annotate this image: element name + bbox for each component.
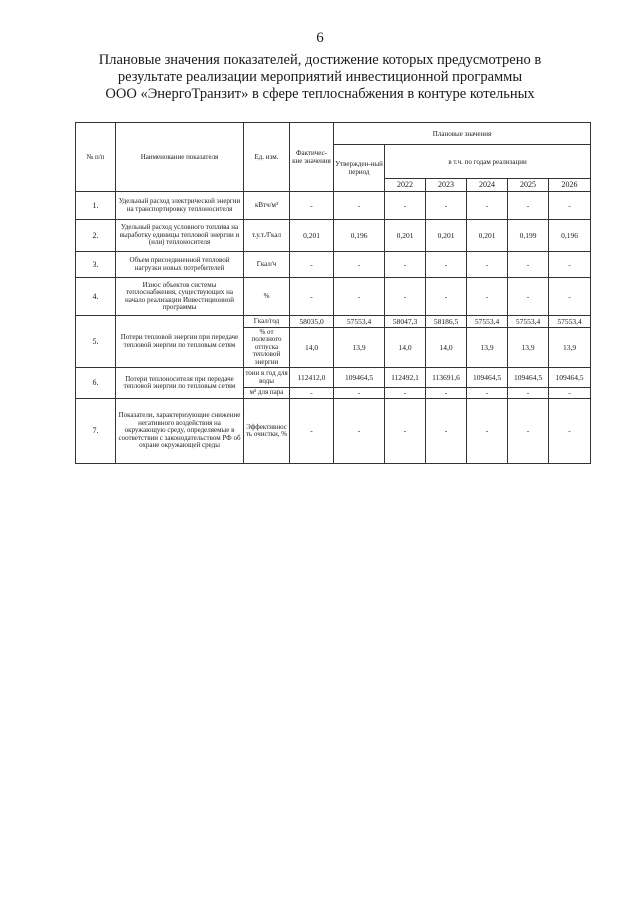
cell-value: 0,201 xyxy=(385,220,426,252)
cell-value: - xyxy=(508,252,549,278)
cell-value: 0,196 xyxy=(334,220,385,252)
header-year: 2026 xyxy=(549,179,591,192)
heading-line-3: ООО «ЭнергоТранзит» в сфере теплоснабжения в контуре котельных xyxy=(105,86,535,102)
row-name: Удельный расход условного топлива на выработку единицы тепловой энергии и (или) теплоносителя xyxy=(116,220,244,252)
cell-value: - xyxy=(508,192,549,220)
header-year: 2023 xyxy=(426,179,467,192)
cell-value: - xyxy=(334,399,385,464)
cell-value: - xyxy=(426,388,467,399)
heading-line-1: Плановые значения показателей, достижение которых предусмотрено в xyxy=(98,52,542,68)
cell-value: 14,0 xyxy=(426,328,467,368)
cell-value: - xyxy=(549,252,591,278)
cell-value: - xyxy=(508,399,549,464)
row-unit: м³ для пара xyxy=(244,388,290,399)
cell-value: - xyxy=(385,278,426,316)
cell-value: 0,199 xyxy=(508,220,549,252)
row-name: Удельный расход электрической энергии на транспортировку теплоносителя xyxy=(116,192,244,220)
row-unit: % от полезного отпуска тепловой энергии xyxy=(244,328,290,368)
cell-value: 14,0 xyxy=(385,328,426,368)
cell-value: - xyxy=(290,399,334,464)
cell-value: 0,201 xyxy=(290,220,334,252)
header-fact: Фактичес-кие значения xyxy=(290,123,334,192)
row-num: 6. xyxy=(76,368,116,399)
cell-value: - xyxy=(334,278,385,316)
row-num: 4. xyxy=(76,278,116,316)
cell-value: - xyxy=(426,252,467,278)
cell-value: - xyxy=(290,388,334,399)
cell-value: 0,201 xyxy=(467,220,508,252)
header-unit: Ед. изм. xyxy=(244,123,290,192)
row-unit: кВтч/м³ xyxy=(244,192,290,220)
header-approved: Утвержден-ный период xyxy=(334,145,385,192)
header-by-years: в т.ч. по годам реализации xyxy=(385,145,591,179)
header-name: Наименование показателя xyxy=(116,123,244,192)
header-num: № п/п xyxy=(76,123,116,192)
cell-value: - xyxy=(385,192,426,220)
table-row xyxy=(76,316,591,328)
row-unit: Гкал/ч xyxy=(244,252,290,278)
cell-value: 57553,4 xyxy=(467,316,508,328)
cell-value: - xyxy=(290,252,334,278)
table-row xyxy=(76,399,591,464)
cell-value: 109464,5 xyxy=(549,368,591,388)
table-row xyxy=(76,368,591,388)
cell-value: - xyxy=(467,388,508,399)
cell-value: 57553,4 xyxy=(334,316,385,328)
cell-value: 109464,5 xyxy=(508,368,549,388)
cell-value: 58035,0 xyxy=(290,316,334,328)
cell-value: - xyxy=(549,278,591,316)
cell-value: - xyxy=(426,192,467,220)
row-name: Объем присоединенной тепловой нагрузки новых потребителей xyxy=(116,252,244,278)
cell-value: 13,9 xyxy=(549,328,591,368)
table-row xyxy=(76,278,591,316)
cell-value: - xyxy=(549,388,591,399)
header-year: 2025 xyxy=(508,179,549,192)
row-name: Износ объектов системы теплоснабжения, существующих на начало реализации Инвестиционной программы xyxy=(116,278,244,316)
indicators-table xyxy=(75,122,591,464)
heading-line-2: результате реализации мероприятий инвестиционной программы xyxy=(117,69,523,85)
header-planned: Плановые значения xyxy=(334,123,591,145)
cell-value: 109464,5 xyxy=(467,368,508,388)
cell-value: 109464,5 xyxy=(334,368,385,388)
row-num: 7. xyxy=(76,399,116,464)
cell-value: 58186,5 xyxy=(426,316,467,328)
cell-value: - xyxy=(508,278,549,316)
header-year: 2022 xyxy=(385,179,426,192)
cell-value: - xyxy=(426,278,467,316)
header-year: 2024 xyxy=(467,179,508,192)
cell-value: 13,9 xyxy=(508,328,549,368)
cell-value: 113691,6 xyxy=(426,368,467,388)
cell-value: 0,201 xyxy=(426,220,467,252)
cell-value: - xyxy=(334,388,385,399)
cell-value: 13,9 xyxy=(334,328,385,368)
cell-value: 14,0 xyxy=(290,328,334,368)
document-heading xyxy=(90,52,550,103)
row-unit: Эффективность очистки, % xyxy=(244,399,290,464)
cell-value: - xyxy=(385,388,426,399)
cell-value: 57553,4 xyxy=(549,316,591,328)
row-num: 3. xyxy=(76,252,116,278)
row-num: 1. xyxy=(76,192,116,220)
cell-value: - xyxy=(385,399,426,464)
cell-value: - xyxy=(426,399,467,464)
row-num: 2. xyxy=(76,220,116,252)
cell-value: - xyxy=(508,388,549,399)
cell-value: - xyxy=(334,192,385,220)
table-row xyxy=(76,252,591,278)
cell-value: - xyxy=(385,252,426,278)
row-unit: т.у.т./Гкал xyxy=(244,220,290,252)
cell-value: 57553,4 xyxy=(508,316,549,328)
cell-value: - xyxy=(467,252,508,278)
cell-value: - xyxy=(467,399,508,464)
cell-value: - xyxy=(334,252,385,278)
cell-value: 13,9 xyxy=(467,328,508,368)
row-name: Потери теплоносителя при передаче тепловой энергии по тепловым сетям xyxy=(116,368,244,399)
cell-value: 58047,3 xyxy=(385,316,426,328)
row-num: 5. xyxy=(76,316,116,368)
cell-value: - xyxy=(549,399,591,464)
cell-value: - xyxy=(290,278,334,316)
cell-value: - xyxy=(467,192,508,220)
row-unit: % xyxy=(244,278,290,316)
row-name: Потери тепловой энергии при передаче тепловой энергии по тепловым сетям xyxy=(116,316,244,368)
cell-value: 112492,1 xyxy=(385,368,426,388)
cell-value: 112412,0 xyxy=(290,368,334,388)
row-unit: Гкал/год xyxy=(244,316,290,328)
cell-value: - xyxy=(290,192,334,220)
cell-value: - xyxy=(549,192,591,220)
cell-value: 0,196 xyxy=(549,220,591,252)
row-name: Показатели, характеризующие снижение негативного воздействия на окружающую среду, определяемые в соответствии с законодательством РФ об охране окружающей среды xyxy=(116,399,244,464)
table-row xyxy=(76,192,591,220)
cell-value: - xyxy=(467,278,508,316)
page-number: 6 xyxy=(316,30,324,46)
row-unit: тонн в год для воды xyxy=(244,368,290,388)
table-row xyxy=(76,220,591,252)
